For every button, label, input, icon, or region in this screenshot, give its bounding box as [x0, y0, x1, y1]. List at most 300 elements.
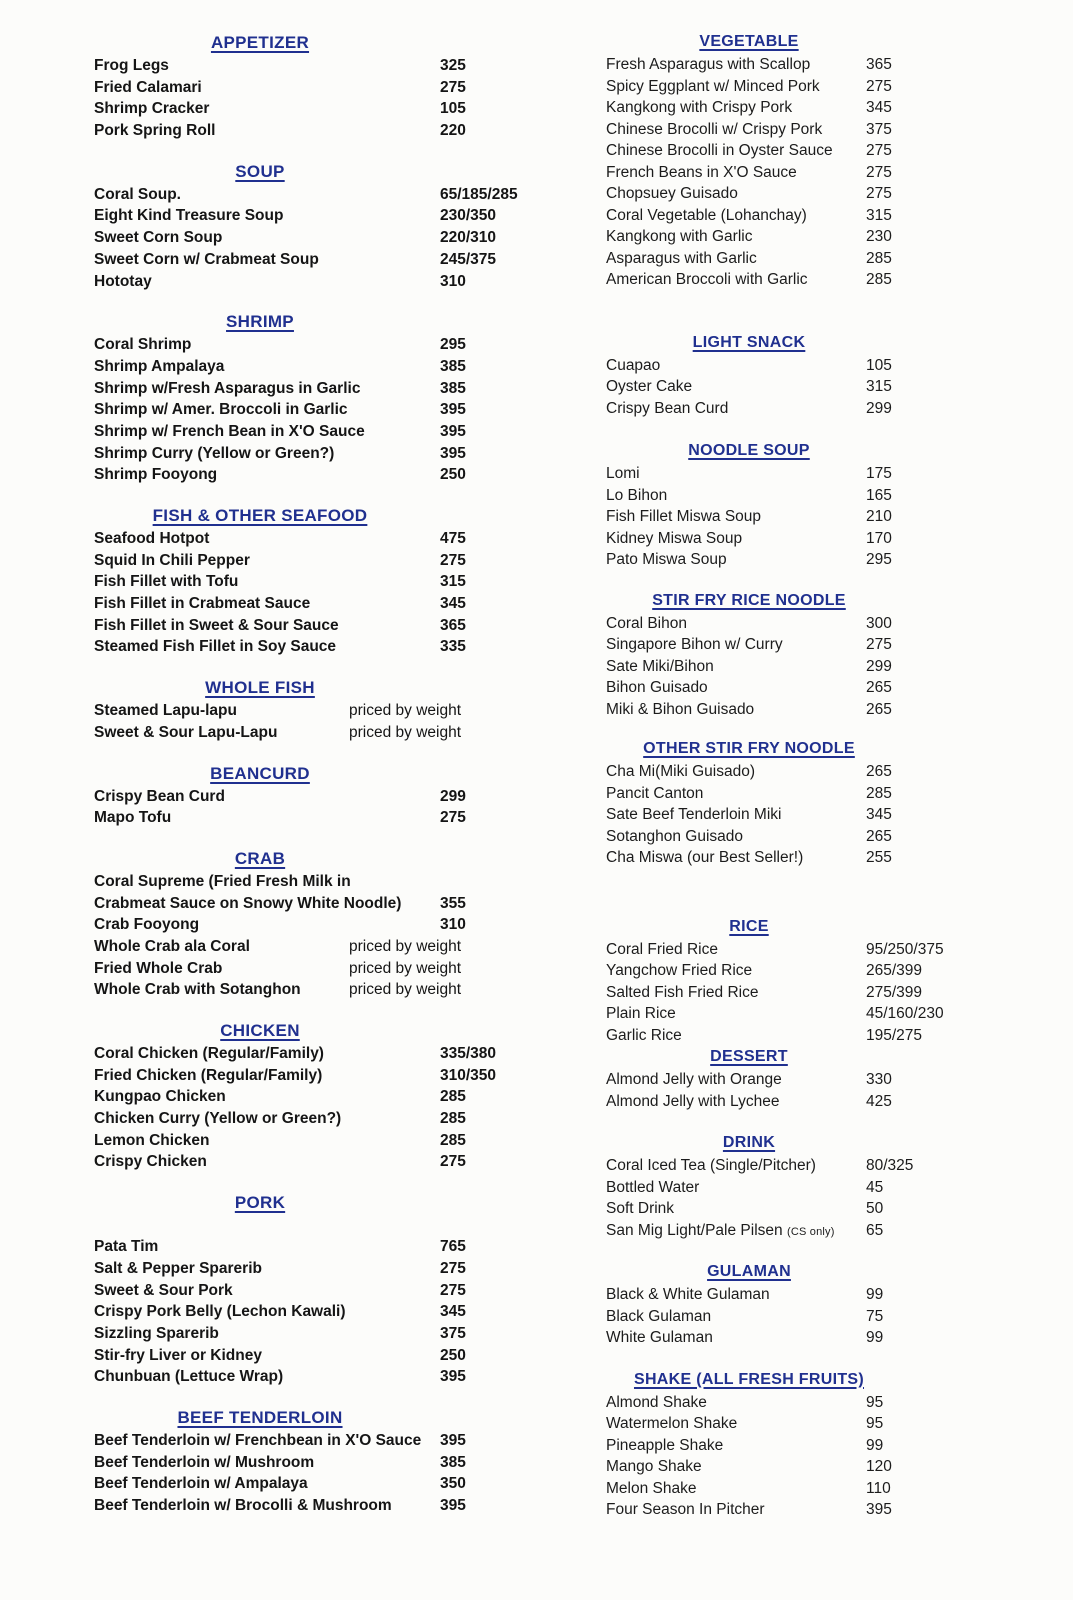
- item-name: Pineapple Shake: [606, 1436, 724, 1454]
- item-name: Crispy Pork Belly (Lechon Kawali): [94, 1303, 346, 1321]
- item-price: 385: [440, 1453, 466, 1471]
- menu-item-row: [601, 1392, 946, 1414]
- item-name: Beef Tenderloin w/ Brocolli & Mushroom: [94, 1497, 392, 1514]
- section-other-stir-fry-noodle: [601, 739, 946, 869]
- menu-item-row: [601, 826, 946, 848]
- item-name: Singapore Bihon w/ Curry: [606, 636, 783, 653]
- menu-item-row: [601, 97, 946, 119]
- item-name: Chicken Curry (Yellow or Green?): [94, 1110, 342, 1128]
- item-name: Fried Calamari: [94, 78, 202, 96]
- item-name: Spicy Eggplant w/ Minced Pork: [606, 77, 820, 95]
- item-name: Crab Fooyong: [94, 916, 200, 934]
- item-name: San Mig Light/Pale Pilsen: [606, 1221, 783, 1239]
- menu-item-row: [84, 1065, 554, 1087]
- menu-item-row: [84, 334, 554, 356]
- item-price: 345: [440, 1303, 466, 1321]
- menu-item-row: [601, 1069, 946, 1091]
- section-title: DRINK: [722, 1134, 776, 1151]
- item-name: Lomi: [606, 465, 640, 482]
- item-price: 75: [866, 1307, 884, 1325]
- menu-item-row: [84, 249, 554, 271]
- item-price: 365: [866, 56, 892, 73]
- item-name: Garlic Rice: [606, 1026, 682, 1044]
- menu-item-row: [601, 355, 946, 377]
- menu-item-row: [601, 1499, 946, 1521]
- menu-item-row: [601, 1155, 946, 1177]
- item-price: 95/250/375: [866, 940, 944, 958]
- item-price: 375: [866, 120, 892, 138]
- section-drink: [601, 1133, 946, 1241]
- item-name: Melon Shake: [606, 1479, 697, 1497]
- section-title: CRAB: [234, 848, 286, 868]
- menu-item-row: [84, 722, 554, 744]
- menu-item-row: [84, 1258, 554, 1280]
- section-title: CHICKEN: [220, 1021, 300, 1040]
- menu-item-row: [84, 893, 554, 915]
- item-name: Shrimp Fooyong: [94, 466, 218, 484]
- item-name: Soft Drink: [606, 1200, 675, 1217]
- item-price: 335: [440, 638, 466, 656]
- item-name: Fried Whole Crab: [94, 959, 223, 977]
- section-title: WHOLE FISH: [205, 678, 315, 698]
- section-shake: [601, 1370, 946, 1521]
- item-name: Coral Bihon: [606, 614, 687, 632]
- section-crab: [84, 849, 554, 1001]
- item-name: Sweet Corn Soup: [94, 229, 223, 247]
- item-price: 210: [866, 508, 892, 525]
- menu-item-row: [601, 528, 946, 550]
- item-name: Sate Beef Tenderloin Miki: [606, 806, 782, 823]
- item-name: Eight Kind Treasure Soup: [94, 207, 284, 225]
- section-title: RICE: [729, 917, 769, 935]
- item-price: 105: [440, 100, 466, 118]
- menu-item-row: [84, 1430, 554, 1452]
- item-price: 275: [866, 77, 892, 95]
- section-gulaman: [601, 1262, 946, 1349]
- item-name: Kidney Miswa Soup: [606, 529, 743, 547]
- menu-column-left: [84, 0, 554, 1517]
- item-name: American Broccoli with Garlic: [606, 271, 808, 288]
- menu-item-row: [84, 1280, 554, 1302]
- item-price: 50: [866, 1200, 884, 1217]
- menu-item-row: [84, 1323, 554, 1345]
- item-name: Chunbuan (Lettuce Wrap): [94, 1368, 284, 1386]
- item-price: 275: [866, 636, 892, 653]
- item-name: Lemon Chicken: [94, 1131, 210, 1149]
- item-name: Watermelon Shake: [606, 1415, 738, 1432]
- item-note: (CS only): [786, 1225, 835, 1238]
- section-vegetable: [601, 32, 946, 291]
- menu-item-row: [601, 549, 946, 571]
- item-price: 765: [440, 1238, 466, 1256]
- item-name: Shrimp w/Fresh Asparagus in Garlic: [94, 379, 361, 397]
- item-price: 310/350: [440, 1066, 497, 1084]
- item-price: 285: [866, 784, 892, 802]
- item-price: 175: [866, 465, 892, 482]
- item-name: Crispy Bean Curd: [94, 787, 225, 805]
- item-name: Salt & Pepper Sparerib: [94, 1259, 262, 1277]
- menu-item-row: [601, 463, 946, 485]
- menu-item-row: [84, 979, 554, 1001]
- item-price: 120: [866, 1458, 892, 1475]
- menu-item-row: [84, 205, 554, 227]
- item-name: Coral Chicken (Regular/Family): [94, 1045, 324, 1062]
- menu-item-row: [84, 571, 554, 593]
- menu-item-row: [601, 699, 946, 721]
- item-price: priced by weight: [349, 937, 462, 955]
- section-noodle-soup: [601, 441, 946, 571]
- item-price: 395: [440, 444, 466, 462]
- item-name: Sate Miki/Bihon: [606, 657, 714, 675]
- menu-item-row: [601, 1091, 946, 1113]
- section-title: NOODLE SOUP: [688, 442, 810, 459]
- item-price: 80/325: [866, 1157, 914, 1174]
- item-name: White Gulaman: [606, 1329, 713, 1346]
- item-name: Coral Shrimp: [94, 336, 192, 354]
- item-price: 65: [866, 1221, 884, 1239]
- item-name: Kangkong with Crispy Pork: [606, 99, 793, 116]
- item-price: 345: [866, 806, 892, 823]
- item-price: 95: [866, 1415, 884, 1432]
- item-price: 295: [866, 551, 892, 568]
- item-name: Sotanghon Guisado: [606, 827, 744, 845]
- menu-item-row: [601, 1435, 946, 1457]
- item-price: 275: [440, 78, 466, 96]
- menu-item-row: [84, 98, 554, 120]
- menu-item-row: [601, 1025, 946, 1047]
- item-name: Bottled Water: [606, 1178, 700, 1196]
- item-price: 325: [440, 57, 466, 74]
- menu-item-row: [601, 1413, 946, 1435]
- menu-item-row: [601, 76, 946, 98]
- item-price: 385: [440, 357, 466, 375]
- menu-item-row: [601, 269, 946, 291]
- menu-item-row: [601, 398, 946, 420]
- item-price: 300: [866, 614, 892, 632]
- item-price: 295: [440, 336, 466, 354]
- section-fish-other-seafood: [84, 506, 554, 658]
- item-price: 310: [440, 272, 466, 290]
- item-price: 395: [440, 422, 466, 440]
- menu-item-row: [601, 1177, 946, 1199]
- item-name: Miki & Bihon Guisado: [606, 700, 755, 718]
- item-name: Mango Shake: [606, 1458, 702, 1475]
- item-price: 395: [440, 401, 466, 419]
- menu-item-row: [601, 376, 946, 398]
- item-price: 355: [440, 894, 466, 912]
- menu-item-row: [84, 271, 554, 293]
- item-price: 330: [866, 1071, 892, 1088]
- item-price: 230/350: [440, 207, 497, 225]
- item-price: 99: [866, 1286, 884, 1303]
- item-name: Frog Legs: [94, 57, 169, 74]
- item-name: Almond Jelly with Orange: [606, 1071, 782, 1088]
- section-title: SOUP: [235, 161, 285, 181]
- item-price: 345: [866, 99, 892, 116]
- menu-item-row: [84, 421, 554, 443]
- item-price: 425: [866, 1092, 892, 1110]
- menu-item-row: [84, 399, 554, 421]
- item-name: Whole Crab with Sotanghon: [94, 981, 301, 999]
- item-price: 285: [866, 271, 892, 288]
- item-name: Seafood Hotpot: [94, 530, 210, 547]
- item-name: Shrimp w/ French Bean in X'O Sauce: [94, 422, 365, 440]
- item-price: priced by weight: [349, 959, 462, 977]
- item-name: Four Season In Pitcher: [606, 1501, 765, 1518]
- section-title: SHRIMP: [226, 312, 294, 332]
- item-price: 95: [866, 1393, 884, 1411]
- item-price: 250: [440, 1346, 466, 1364]
- item-name: Plain Rice: [606, 1005, 676, 1022]
- menu-item-row: [601, 506, 946, 528]
- item-name: Bihon Guisado: [606, 679, 708, 696]
- menu-item-row: [601, 634, 946, 656]
- item-name: Chinese Brocolli in Oyster Sauce: [606, 142, 833, 159]
- menu-item-row: [84, 1345, 554, 1367]
- menu-item-row: [84, 1366, 554, 1388]
- menu-item-row: [601, 783, 946, 805]
- item-name: Sweet & Sour Pork: [94, 1281, 233, 1299]
- item-price: 285: [440, 1088, 466, 1106]
- item-price: 315: [866, 206, 892, 224]
- menu-item-row: [84, 1151, 554, 1173]
- item-price: 170: [866, 529, 892, 547]
- menu-item-row: [601, 485, 946, 507]
- menu-item-row: [84, 227, 554, 249]
- menu-item-row: [84, 378, 554, 400]
- item-name: Asparagus with Garlic: [606, 249, 757, 267]
- item-price: 220: [440, 122, 466, 140]
- item-name: French Beans in X'O Sauce: [606, 163, 797, 181]
- item-price: 265: [866, 827, 892, 845]
- item-price: 275: [866, 163, 892, 181]
- item-price: 99: [866, 1329, 884, 1346]
- menu-item-row: [84, 1473, 554, 1495]
- item-name: Mapo Tofu: [94, 809, 172, 827]
- item-name: Steamed Fish Fillet in Soy Sauce: [94, 638, 337, 656]
- section-soup: [84, 162, 554, 292]
- item-name: Sizzling Sparerib: [94, 1324, 219, 1342]
- item-price: 395: [440, 1431, 466, 1449]
- item-name: Cha Miswa (our Best Seller!): [606, 849, 804, 866]
- section-title: LIGHT SNACK: [692, 333, 806, 351]
- item-name: Fish Fillet in Crabmeat Sauce: [94, 595, 311, 613]
- item-name: Stir-fry Liver or Kidney: [94, 1346, 262, 1364]
- item-price: 265/399: [866, 962, 923, 979]
- item-price: 275: [440, 809, 466, 827]
- menu-item-row: [601, 939, 946, 961]
- item-name: Crispy Chicken: [94, 1153, 207, 1171]
- menu-item-row: [84, 550, 554, 572]
- item-name: Crabmeat Sauce on Snowy White Noodle): [94, 894, 402, 912]
- menu-item-row: [601, 1220, 946, 1242]
- section-title: APPETIZER: [210, 33, 310, 52]
- item-price: 345: [440, 595, 466, 613]
- item-name: Shrimp w/ Amer. Broccoli in Garlic: [94, 401, 348, 419]
- item-name: Kangkong with Garlic: [606, 228, 753, 245]
- item-price: 230: [866, 228, 892, 245]
- item-price: 310: [440, 916, 466, 934]
- item-name: Coral Soup.: [94, 185, 181, 203]
- menu-item-row: [601, 54, 946, 76]
- section-title: BEEF TENDERLOIN: [177, 1407, 343, 1427]
- menu-item-row: [601, 1478, 946, 1500]
- section-stir-fry-rice-noodle: [601, 591, 946, 721]
- item-name: Salted Fish Fried Rice: [606, 983, 759, 1001]
- menu-item-row: [84, 1043, 554, 1065]
- menu-item-row: [601, 162, 946, 184]
- menu-item-row: [84, 1301, 554, 1323]
- menu-item-row: [601, 1456, 946, 1478]
- menu-item-row: [84, 55, 554, 77]
- item-name: Beef Tenderloin w/ Ampalaya: [94, 1475, 308, 1493]
- item-name: Crispy Bean Curd: [606, 399, 729, 417]
- item-price: 315: [440, 573, 466, 591]
- item-name: Sweet Corn w/ Crabmeat Soup: [94, 250, 319, 268]
- menu-item-row: [84, 914, 554, 936]
- menu-item-row: [84, 593, 554, 615]
- section-light-snack: [601, 333, 946, 420]
- menu-item-row: [601, 613, 946, 635]
- item-name: Steamed Lapu-lapu: [94, 702, 237, 720]
- menu-item-row: [84, 528, 554, 550]
- item-name: Coral Vegetable (Lohanchay): [606, 206, 807, 224]
- menu-item-row: [601, 847, 946, 869]
- item-price: 275: [440, 1259, 466, 1277]
- item-price: 65/185/285: [440, 185, 518, 203]
- menu-item-row: [601, 226, 946, 248]
- item-price: 285: [866, 249, 892, 267]
- section-title: GULAMAN: [707, 1263, 791, 1280]
- item-price: 275: [440, 1153, 466, 1171]
- section-title: BEANCURD: [210, 763, 310, 783]
- item-price: 385: [440, 379, 466, 397]
- item-price: 299: [866, 399, 892, 417]
- section-chicken: [84, 1021, 554, 1173]
- menu-item-row: [601, 140, 946, 162]
- menu-item-row: [84, 1130, 554, 1152]
- item-price: 285: [440, 1131, 466, 1149]
- menu-item-row: [84, 1495, 554, 1517]
- item-price: 265: [866, 763, 892, 780]
- item-price: priced by weight: [349, 702, 462, 720]
- item-name: Almond Jelly with Lychee: [606, 1092, 780, 1110]
- item-name: Fish Fillet in Sweet & Sour Sauce: [94, 616, 339, 634]
- menu-item-row: [84, 958, 554, 980]
- item-name: Coral Supreme (Fried Fresh Milk in: [94, 872, 351, 890]
- menu-item-row: [84, 1452, 554, 1474]
- menu-item-row: [601, 960, 946, 982]
- item-price: 105: [866, 356, 892, 374]
- item-price: 275: [440, 551, 466, 569]
- menu-item-row: [84, 443, 554, 465]
- item-name: Kungpao Chicken: [94, 1088, 226, 1106]
- item-price: 315: [866, 378, 892, 395]
- item-name: Shrimp Cracker: [94, 100, 210, 118]
- item-name: Pata Tim: [94, 1238, 159, 1256]
- item-price: priced by weight: [349, 981, 462, 999]
- section-title: OTHER STIR FRY NOODLE: [643, 740, 855, 757]
- menu-item-row: [84, 184, 554, 206]
- section-appetizer: [84, 33, 554, 142]
- item-name: Coral Fried Rice: [606, 940, 718, 958]
- item-price: 45: [866, 1178, 884, 1196]
- menu-item-row: [601, 982, 946, 1004]
- item-price: 335/380: [440, 1045, 497, 1062]
- item-name: Pancit Canton: [606, 784, 704, 802]
- item-price: 220/310: [440, 229, 497, 247]
- menu-item-row: [84, 1236, 554, 1258]
- item-name: Fish Fillet Miswa Soup: [606, 508, 762, 525]
- item-name: Hototay: [94, 272, 152, 290]
- item-price: 265: [866, 700, 892, 718]
- item-price: 275/399: [866, 983, 923, 1001]
- item-price: 275: [440, 1281, 466, 1299]
- menu-item-row: [601, 248, 946, 270]
- item-name: Almond Shake: [606, 1393, 707, 1411]
- item-name: Fish Fillet with Tofu: [94, 573, 239, 591]
- menu-item-row: [601, 1327, 946, 1349]
- section-title: VEGETABLE: [699, 33, 799, 50]
- item-price: 375: [440, 1324, 466, 1342]
- menu-item-row: [601, 656, 946, 678]
- item-price: 285: [440, 1110, 466, 1128]
- item-price: 299: [866, 657, 892, 675]
- item-name: Chopsuey Guisado: [606, 185, 738, 202]
- item-price: 395: [440, 1497, 466, 1514]
- menu-item-row: [84, 1108, 554, 1130]
- menu-item-row: [601, 205, 946, 227]
- item-name: Yangchow Fried Rice: [606, 962, 753, 979]
- section-title: FISH & OTHER SEAFOOD: [152, 506, 368, 525]
- item-name: Squid In Chili Pepper: [94, 551, 250, 569]
- item-price: 299: [440, 787, 466, 805]
- section-dessert: [601, 1047, 946, 1112]
- menu-item-row: [84, 356, 554, 378]
- item-name: Oyster Cake: [606, 378, 693, 395]
- menu-item-row: [84, 120, 554, 142]
- menu-item-row: [601, 761, 946, 783]
- item-name: Cha Mi(Miki Guisado): [606, 763, 756, 780]
- item-name: Beef Tenderloin w/ Frenchbean in X'O Sauce: [94, 1431, 422, 1449]
- section-beef-tenderloin: [84, 1408, 554, 1517]
- menu-item-row: [601, 183, 946, 205]
- item-name: Whole Crab ala Coral: [94, 937, 250, 955]
- menu-item-row: [84, 807, 554, 829]
- section-pork: [84, 1193, 554, 1388]
- menu-item-row: [601, 804, 946, 826]
- item-price: 250: [440, 466, 466, 484]
- menu-item-row: [84, 636, 554, 658]
- menu-item-row: [84, 936, 554, 958]
- menu-item-row: [601, 1198, 946, 1220]
- section-shrimp: [84, 312, 554, 486]
- section-title: SHAKE (ALL FRESH FRUITS): [633, 1370, 864, 1388]
- menu-item-row: [601, 677, 946, 699]
- menu-column-right: [601, 0, 946, 1521]
- section-title: STIR FRY RICE NOODLE: [652, 591, 846, 609]
- section-beancurd: [84, 764, 554, 829]
- item-name: Lo Bihon: [606, 486, 668, 504]
- item-price: 195/275: [866, 1026, 923, 1044]
- item-price: 99: [866, 1436, 884, 1454]
- item-name: Chinese Brocolli w/ Crispy Pork: [606, 120, 823, 138]
- item-price: 275: [866, 142, 892, 159]
- item-price: 395: [440, 1368, 466, 1386]
- item-name: Fried Chicken (Regular/Family): [94, 1066, 323, 1084]
- item-price: 265: [866, 679, 892, 696]
- item-name: Cuapao: [606, 356, 661, 374]
